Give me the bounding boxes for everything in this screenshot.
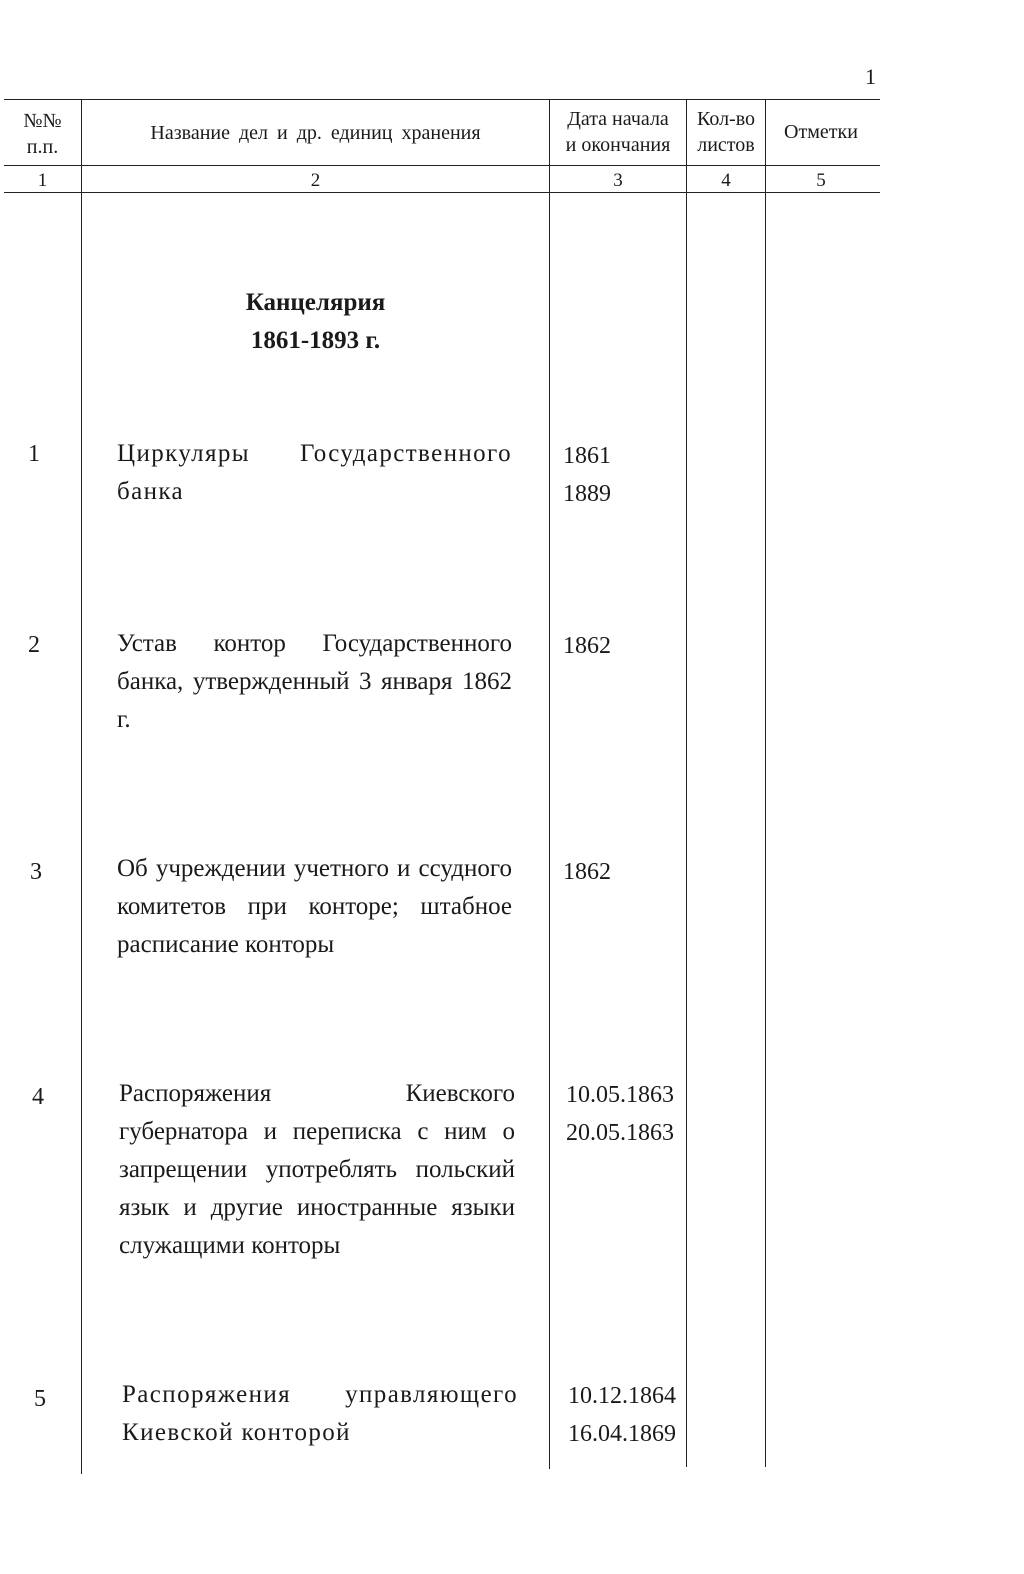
page-number: 1 [865,64,876,89]
header-col1: №№ п.п. [23,110,62,158]
row-dates [568,1377,676,1453]
column-number: 4 [721,170,731,191]
row-title: Распоряжения управляющего Киевской конторой [122,1381,518,1446]
col-divider-2 [549,99,550,1469]
row-dates [566,1076,674,1152]
colnum-bottom-rule [4,192,880,193]
row-number: 3 [30,859,42,885]
col-divider-3 [686,99,687,1467]
date-end: 20.05.1863 [566,1120,674,1146]
header-bottom-rule [4,165,880,166]
column-number: 2 [310,170,321,191]
row-dates [563,627,611,665]
row-title: Устав контор Государственного банка, утвержденный 3 января 1862 г. [117,630,512,733]
date-start: 1862 [563,633,611,659]
row-dates [563,437,611,513]
row-title: Об учреждении учетного и ссудного комитетов при конторе; штабное расписание конторы [117,855,512,958]
row-title: Распоряжения Киевского губернатора и переписка с ним о запрещении употреблять польский язык и другие иностранные языки служащими конторы [119,1080,515,1259]
table-top-rule [4,99,880,100]
date-end: 1889 [563,481,611,507]
row-dates [563,853,611,891]
row-number: 1 [28,441,40,467]
row-number: 4 [32,1084,44,1110]
date-start: 1861 [563,443,611,469]
column-number: 1 [37,170,48,191]
row-title: Циркуляры Государственного банка [117,440,512,505]
date-start: 10.12.1864 [568,1383,676,1409]
section-title: Канцелярия [245,289,386,316]
header-col5: Отметки [784,121,858,143]
row-number: 5 [34,1386,46,1412]
column-number: 3 [613,170,623,191]
col-divider-4 [765,99,766,1467]
section-years: 1861-1893 г. [250,327,381,354]
header-col3: Дата начала и окончания [565,108,671,156]
column-number: 5 [816,170,826,191]
section-heading [82,284,549,360]
header-col4: Кол-во листов [696,108,756,156]
header-col2: Название дел и др. единиц хранения [150,122,481,144]
date-start: 1862 [563,859,611,885]
row-number: 2 [28,632,40,658]
date-end: 16.04.1869 [568,1421,676,1447]
date-start: 10.05.1863 [566,1082,674,1108]
